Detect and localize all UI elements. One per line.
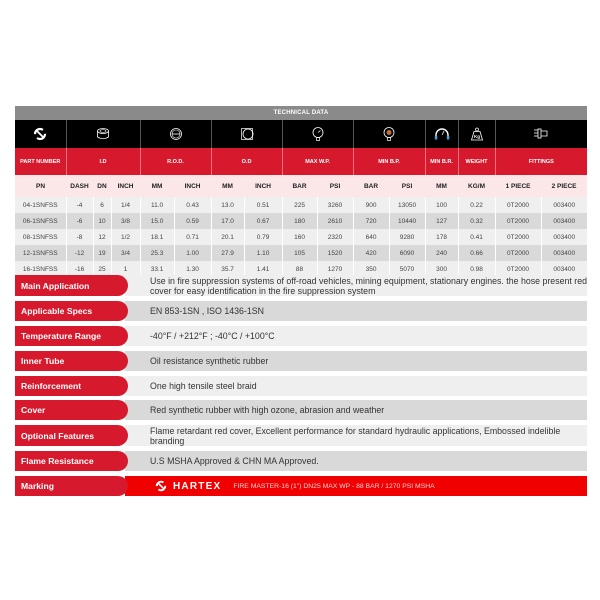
spec-row: [15, 376, 587, 396]
unit-header-cell: PN: [15, 175, 66, 197]
table-row: [15, 245, 587, 261]
table-cell: 003400: [541, 261, 587, 277]
fittings-icon-cell: [495, 120, 587, 148]
table-cell: 640: [353, 229, 389, 245]
table-cell: 3/8: [111, 213, 140, 229]
table-cell: 420: [353, 245, 389, 261]
table-cell: 100: [425, 197, 458, 213]
table-cell: 003400: [541, 197, 587, 213]
unit-header-cell: PSI: [317, 175, 353, 197]
unit-header-cell: KG/M: [458, 175, 495, 197]
min-br-icon-cell: [425, 120, 458, 148]
specs-list: [15, 275, 587, 501]
table-cell: 15.0: [140, 213, 174, 229]
table-cell: 1.00: [174, 245, 211, 261]
marking-brand: HARTEX: [173, 480, 222, 492]
table-cell: 1.30: [174, 261, 211, 277]
table-cell: -4: [66, 197, 93, 213]
group-max-wp: MAX W.P.: [282, 148, 353, 175]
od-circle-icon: [240, 127, 254, 141]
unit-header-cell: MM: [211, 175, 244, 197]
group-id: I.D: [66, 148, 140, 175]
table-cell: -6: [66, 213, 93, 229]
unit-header-cell: DN: [93, 175, 111, 197]
max-wp-icon-cell: [282, 120, 353, 148]
technical-data-title: TECHNICAL DATA: [15, 106, 587, 120]
table-cell: 225: [282, 197, 317, 213]
spec-value: U.S MSHA Approved & CHN MA Approved.: [125, 451, 587, 471]
unit-header-cell: MM: [140, 175, 174, 197]
od-icon-cell: [211, 120, 282, 148]
table-cell: 88: [282, 261, 317, 277]
pressure-gauge-icon: [311, 126, 325, 142]
table-cell: 0.67: [244, 213, 282, 229]
table-cell: -8: [66, 229, 93, 245]
table-cell: 0T2000: [495, 197, 541, 213]
table-cell: 1.41: [244, 261, 282, 277]
spec-value: Oil resistance synthetic rubber: [125, 351, 587, 371]
table-cell: 6: [93, 197, 111, 213]
spec-label: Cover: [15, 400, 128, 420]
group-min-bp: MIN B.P.: [353, 148, 425, 175]
table-cell: 180: [282, 213, 317, 229]
unit-header-cell: DASH: [66, 175, 93, 197]
table-cell: 300: [425, 261, 458, 277]
spec-label: Temperature Range: [15, 326, 128, 346]
table-cell: 9280: [389, 229, 425, 245]
group-fittings: FITTINGS: [495, 148, 587, 175]
table-cell: 35.7: [211, 261, 244, 277]
table-cell: 178: [425, 229, 458, 245]
table-cell: 2320: [317, 229, 353, 245]
table-cell: 720: [353, 213, 389, 229]
spec-value: Use in fire suppression systems of off-road vehicles, mining equipment, stationary engines. the hose present red cover for easy identification in the fire suppression system: [125, 275, 587, 296]
group-od: O.D: [211, 148, 282, 175]
table-cell: 11.0: [140, 197, 174, 213]
table-cell: 0.51: [244, 197, 282, 213]
table-cell: 20.1: [211, 229, 244, 245]
weight-icon-text: Kg: [473, 133, 480, 139]
table-cell: 1520: [317, 245, 353, 261]
table-cell: 1: [111, 261, 140, 277]
unit-header-cell: BAR: [282, 175, 317, 197]
table-cell: 16-1SNFSS: [15, 261, 66, 277]
spec-value: EN 853-1SN , ISO 1436-1SN: [125, 301, 587, 321]
spec-value: Flame retardant red cover, Excellent performance for standard hydraulic applications, Embossed indelible branding: [125, 425, 587, 446]
table-cell: 10440: [389, 213, 425, 229]
spec-value: One high tensile steel braid: [125, 376, 587, 396]
table-cell: 0T2000: [495, 245, 541, 261]
table-cell: 0.98: [458, 261, 495, 277]
table-cell: 0.79: [244, 229, 282, 245]
unit-header-cell: INCH: [244, 175, 282, 197]
table-row: [15, 197, 587, 213]
table-cell: 003400: [541, 213, 587, 229]
group-header-row: [15, 148, 587, 175]
unit-header-cell: INCH: [174, 175, 211, 197]
marking-row: [15, 476, 587, 496]
unit-header-cell: INCH: [111, 175, 140, 197]
table-cell: 350: [353, 261, 389, 277]
spec-row: [15, 275, 587, 296]
spec-label: Applicable Specs: [15, 301, 128, 321]
table-cell: 0T2000: [495, 261, 541, 277]
table-cell: 0.71: [174, 229, 211, 245]
marking-text: FIRE MASTER-16 (1") DN25 MAX WP - 88 BAR / 1270 PSI MSHA: [233, 482, 435, 490]
table-row: [15, 213, 587, 229]
unit-header-cell: MM: [425, 175, 458, 197]
spec-row: [15, 400, 587, 420]
table-cell: 5070: [389, 261, 425, 277]
table-cell: 105: [282, 245, 317, 261]
table-cell: 2610: [317, 213, 353, 229]
table-cell: 0.41: [458, 229, 495, 245]
table-cell: -12: [66, 245, 93, 261]
table-cell: 127: [425, 213, 458, 229]
table-cell: 003400: [541, 229, 587, 245]
table-cell: 900: [353, 197, 389, 213]
weight-kg-icon: [470, 127, 484, 141]
unit-header-cell: BAR: [353, 175, 389, 197]
group-weight: WEIGHT: [458, 148, 495, 175]
spec-row: [15, 351, 587, 371]
hartex-logo-icon: [155, 480, 167, 492]
table-cell: 1/4: [111, 197, 140, 213]
table-body: [15, 197, 587, 277]
group-part-number: PART NUMBER: [15, 148, 66, 175]
rod-circle-icon: [169, 127, 183, 141]
table-cell: 0.43: [174, 197, 211, 213]
icon-header-row: [15, 120, 587, 148]
table-cell: 12-1SNFSS: [15, 245, 66, 261]
spec-label: Inner Tube: [15, 351, 128, 371]
hartex-logo-cell: [15, 120, 66, 148]
table-cell: 27.9: [211, 245, 244, 261]
table-cell: 25.3: [140, 245, 174, 261]
table-cell: 12: [93, 229, 111, 245]
table-cell: 08-1SNFSS: [15, 229, 66, 245]
table-cell: 10: [93, 213, 111, 229]
table-cell: 0.59: [174, 213, 211, 229]
table-cell: 1.10: [244, 245, 282, 261]
table-cell: 0T2000: [495, 213, 541, 229]
spec-label: Reinforcement: [15, 376, 128, 396]
table-cell: 25: [93, 261, 111, 277]
table-cell: 0.22: [458, 197, 495, 213]
table-cell: 04-1SNFSS: [15, 197, 66, 213]
technical-data-table: [15, 106, 587, 277]
id-icon-cell: [66, 120, 140, 148]
table-cell: 160: [282, 229, 317, 245]
spec-label: Optional Features: [15, 425, 128, 446]
table-cell: 6090: [389, 245, 425, 261]
marking-value: [125, 476, 587, 496]
min-bp-icon-cell: [353, 120, 425, 148]
spec-row: [15, 301, 587, 321]
table-cell: 240: [425, 245, 458, 261]
table-cell: 19: [93, 245, 111, 261]
table-cell: 0.32: [458, 213, 495, 229]
hartex-logo-icon: [33, 127, 47, 141]
table-cell: -16: [66, 261, 93, 277]
table-cell: 3260: [317, 197, 353, 213]
table-cell: 0.66: [458, 245, 495, 261]
table-cell: 003400: [541, 245, 587, 261]
table-cell: 18.1: [140, 229, 174, 245]
spec-value: -40°F / +212°F ; -40°C / +100°C: [125, 326, 587, 346]
spec-row: [15, 425, 587, 446]
table-cell: 13.0: [211, 197, 244, 213]
table-cell: 1270: [317, 261, 353, 277]
weight-icon-cell: [458, 120, 495, 148]
table-cell: 13050: [389, 197, 425, 213]
spec-row: [15, 451, 587, 471]
bend-radius-icon: [433, 127, 451, 141]
fittings-icon: [532, 128, 550, 140]
rod-icon-cell: [140, 120, 211, 148]
table-cell: 33.1: [140, 261, 174, 277]
table-cell: 1/2: [111, 229, 140, 245]
table-cell: 06-1SNFSS: [15, 213, 66, 229]
spec-value: Red synthetic rubber with high ozone, abrasion and weather: [125, 400, 587, 420]
table-cell: 17.0: [211, 213, 244, 229]
unit-header-cell: 1 PIECE: [495, 175, 541, 197]
group-min-br: MIN B.R.: [425, 148, 458, 175]
unit-header-cell: PSI: [389, 175, 425, 197]
spec-label: Flame Resistance: [15, 451, 128, 471]
unit-header-row: [15, 175, 587, 197]
spec-label: Main Application: [15, 275, 128, 296]
hose-coil-icon: [95, 127, 111, 141]
table-row: [15, 229, 587, 245]
group-rod: R.O.D.: [140, 148, 211, 175]
table-cell: 0T2000: [495, 229, 541, 245]
spec-row: [15, 326, 587, 346]
marking-label: Marking: [15, 476, 128, 496]
unit-header-cell: 2 PIECE: [541, 175, 587, 197]
table-cell: 3/4: [111, 245, 140, 261]
burst-gauge-icon: [382, 126, 396, 142]
